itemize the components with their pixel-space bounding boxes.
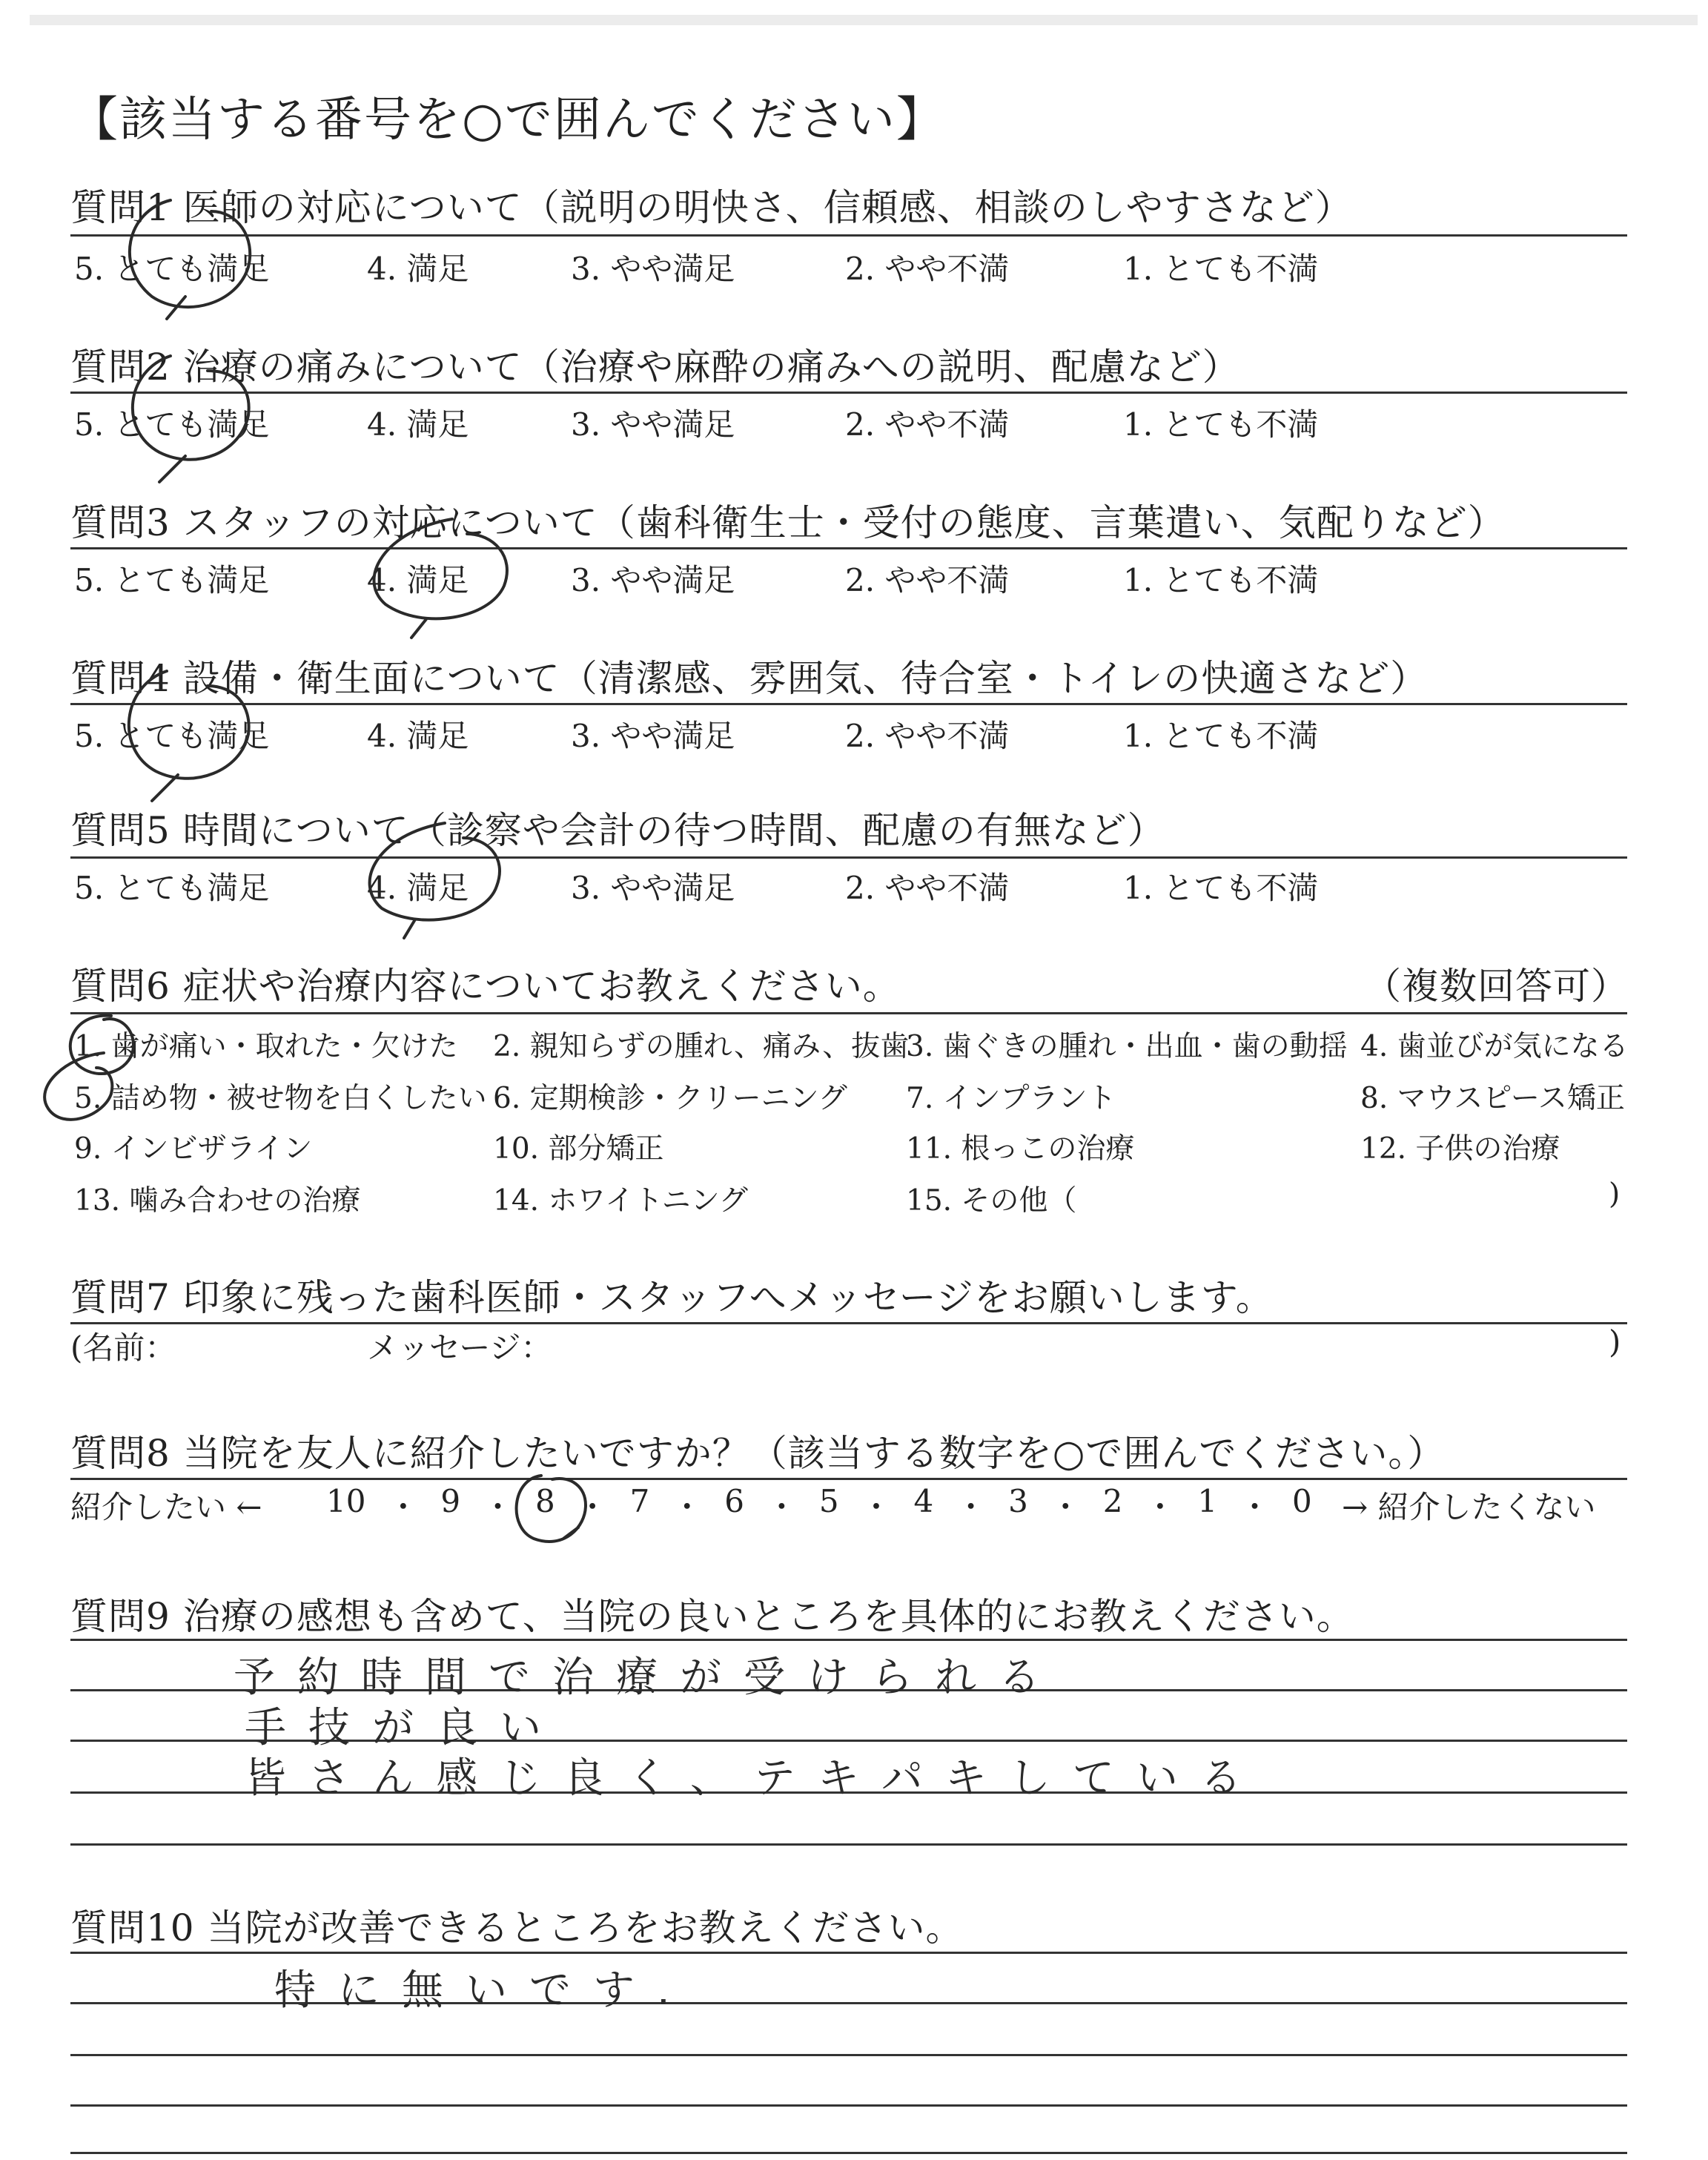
q1-option-4[interactable]: 4. 満足 — [367, 251, 469, 287]
q7-name-label: (名前： — [70, 1330, 176, 1366]
q8-right-label: → 紹介したくない — [1342, 1489, 1596, 1525]
q8-title: 質問8 当院を友人に紹介したいですか？（該当する数字を○で囲んでください。） — [70, 1432, 1446, 1475]
q8-selection-circle — [517, 1476, 586, 1542]
q4-option-5[interactable]: 5. とても満足 — [74, 718, 270, 754]
q6-item-4[interactable]: 4. 歯並びが気になる — [1360, 1030, 1629, 1063]
q6-item-7[interactable]: 7. インプラント — [906, 1082, 1116, 1115]
q6-item-8[interactable]: 8. マウスピース矯正 — [1360, 1082, 1625, 1115]
q8-scale-10[interactable]: 10 — [326, 1483, 366, 1519]
q5-option-3[interactable]: 3. やや満足 — [571, 870, 735, 906]
q8-scale-2[interactable]: 2 — [1102, 1483, 1123, 1519]
q8-left-label: 紹介したい ← — [70, 1489, 262, 1525]
q8-scale-dot: ・ — [1144, 1489, 1176, 1525]
q4-title: 質問4 設備・衛生面について（清潔感、雰囲気、待合室・トイレの快適さなど） — [70, 657, 1429, 700]
q6-item-12[interactable]: 12. 子供の治療 — [1360, 1132, 1560, 1166]
q3-title: 質問3 スタッフの対応について（歯科衛生士・受付の態度、言葉遣い、気配りなど） — [70, 501, 1506, 544]
q4-option-2[interactable]: 2. やや不満 — [845, 718, 1010, 754]
q8-scale-8[interactable]: 8 — [534, 1483, 555, 1519]
q8-scale-5[interactable]: 5 — [818, 1483, 839, 1519]
q5-option-4[interactable]: 4. 満足 — [367, 870, 469, 906]
q8-scale-dot: ・ — [577, 1489, 609, 1525]
q3-option-3[interactable]: 3. やや満足 — [571, 562, 735, 598]
q4-selection-circle — [129, 671, 249, 801]
q8-scale-dot: ・ — [861, 1489, 893, 1525]
q8-scale-dot: ・ — [766, 1489, 798, 1525]
q4-option-3[interactable]: 3. やや満足 — [571, 718, 735, 754]
q10-title: 質問10 当院が改善できるところをお教えください。 — [70, 1906, 964, 1949]
q4-option-1[interactable]: 1. とても不満 — [1123, 718, 1319, 754]
q6-item-11[interactable]: 11. 根っこの治療 — [906, 1132, 1135, 1166]
q8-scale-7[interactable]: 7 — [629, 1483, 650, 1519]
q9-answer-1: 予約時間で治療が受けられる — [234, 1654, 1062, 1702]
q5-option-5[interactable]: 5. とても満足 — [74, 870, 270, 906]
q8-scale-dot: ・ — [671, 1489, 703, 1525]
q5-option-1[interactable]: 1. とても不満 — [1123, 870, 1319, 906]
q8-scale-dot: ・ — [1050, 1489, 1082, 1525]
q8-scale-0[interactable]: 0 — [1291, 1483, 1312, 1519]
q1-title: 質問1 医師の対応について（説明の明快さ、信頼感、相談のしやすさなど） — [70, 186, 1353, 229]
q7-title: 質問7 印象に残った歯科医師・スタッフへメッセージをお願いします。 — [70, 1276, 1274, 1319]
q9-title: 質問9 治療の感想も含めて、当院の良いところを具体的にお教えください。 — [70, 1595, 1354, 1638]
q6-item-5[interactable]: 5. 詰め物・被せ物を白くしたい — [74, 1082, 487, 1115]
q2-option-5[interactable]: 5. とても満足 — [74, 406, 270, 443]
q6-item-10[interactable]: 10. 部分矯正 — [493, 1132, 664, 1166]
q8-scale-9[interactable]: 9 — [440, 1483, 461, 1519]
q5-title: 質問5 時間について（診察や会計の待つ時間、配慮の有無など） — [70, 809, 1165, 852]
q9-answer-2: 手技が良い — [245, 1704, 563, 1752]
q8-scale-1[interactable]: 1 — [1197, 1483, 1218, 1519]
q8-scale-4[interactable]: 4 — [913, 1483, 934, 1519]
q2-option-2[interactable]: 2. やや不満 — [845, 406, 1010, 443]
q8-scale-dot: ・ — [482, 1489, 514, 1525]
q9-answer-3: 皆さん感じ良く、テキパキしている — [245, 1754, 1264, 1803]
q6-item1-circle — [70, 1016, 133, 1074]
q1-selection-circle — [130, 200, 250, 319]
q6-note: （複数回答可） — [1364, 965, 1629, 1008]
q4-option-4[interactable]: 4. 満足 — [367, 718, 469, 754]
q1-option-2[interactable]: 2. やや不満 — [845, 251, 1010, 287]
q6-item-3[interactable]: 3. 歯ぐきの腫れ・出血・歯の動揺 — [906, 1030, 1348, 1063]
q6-item-9[interactable]: 9. インビザライン — [74, 1132, 313, 1166]
q3-option-4[interactable]: 4. 満足 — [367, 562, 469, 598]
q5-option-2[interactable]: 2. やや不満 — [845, 870, 1010, 906]
q7-close-paren: ) — [1609, 1324, 1621, 1360]
q7-message-label: メッセージ： — [367, 1330, 552, 1366]
q3-option-1[interactable]: 1. とても不満 — [1123, 562, 1319, 598]
q6-item-15[interactable]: 15. その他（ — [906, 1184, 1077, 1218]
q2-option-4[interactable]: 4. 満足 — [367, 406, 469, 443]
q6-item-13[interactable]: 13. 噛み合わせの治療 — [74, 1184, 361, 1218]
q3-option-5[interactable]: 5. とても満足 — [74, 562, 270, 598]
q2-selection-circle — [133, 356, 249, 482]
q2-title: 質問2 治療の痛みについて（治療や麻酔の痛みへの説明、配慮など） — [70, 346, 1240, 389]
q6-item-14[interactable]: 14. ホワイトニング — [493, 1184, 748, 1218]
form-title: 【該当する番号を○で囲んでください】 — [70, 93, 945, 148]
q6-title: 質問6 症状や治療内容についてお教えください。 — [70, 965, 901, 1008]
q3-selection-circle — [374, 519, 506, 638]
q5-selection-circle — [370, 823, 500, 938]
q1-option-5[interactable]: 5. とても満足 — [74, 251, 270, 287]
q1-option-1[interactable]: 1. とても不満 — [1123, 251, 1319, 287]
q6-item-2[interactable]: 2. 親知らずの腫れ、痛み、抜歯 — [493, 1030, 910, 1063]
q8-scale-6[interactable]: 6 — [724, 1483, 744, 1519]
q6-item-6[interactable]: 6. 定期検診・クリーニング — [493, 1082, 847, 1115]
q2-option-1[interactable]: 1. とても不満 — [1123, 406, 1319, 443]
q1-option-3[interactable]: 3. やや満足 — [571, 251, 735, 287]
q6-item-1[interactable]: 1. 歯が痛い・取れた・欠けた — [74, 1030, 458, 1063]
q8-scale-3[interactable]: 3 — [1008, 1483, 1028, 1519]
q10-answer-1: 特に無いです. — [274, 1966, 692, 2015]
q6-item-15-close: ) — [1609, 1178, 1621, 1211]
q3-option-2[interactable]: 2. やや不満 — [845, 562, 1010, 598]
q6-item5-circle — [44, 1053, 112, 1120]
q8-scale-dot: ・ — [955, 1489, 987, 1525]
q2-option-3[interactable]: 3. やや満足 — [571, 406, 735, 443]
q8-scale-dot: ・ — [387, 1489, 419, 1525]
q8-scale-dot: ・ — [1239, 1489, 1271, 1525]
